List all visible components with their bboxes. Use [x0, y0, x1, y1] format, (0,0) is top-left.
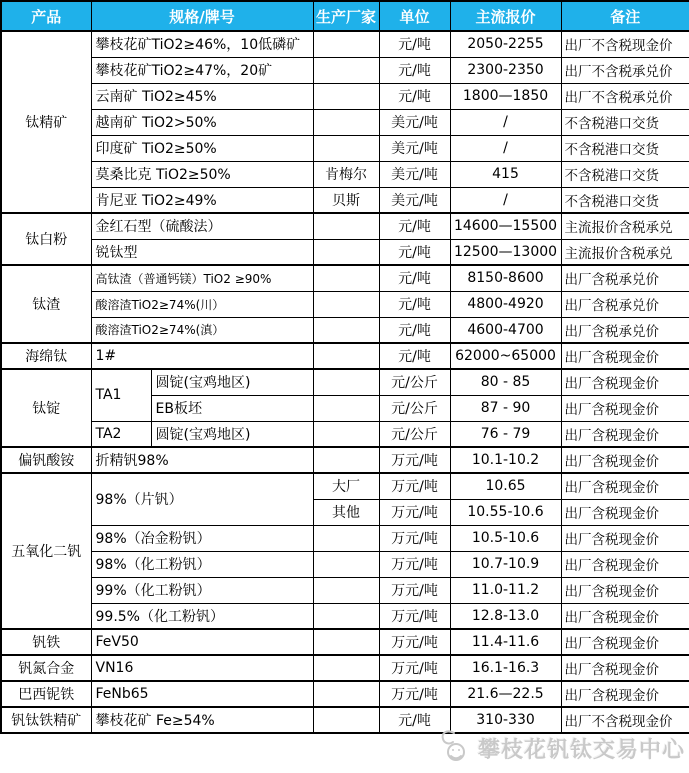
cell-note: 主流报价含税承兑: [561, 239, 689, 265]
cell-spec: 金红石型（硫酸法）: [91, 213, 313, 239]
cell-spec: 1#: [91, 343, 313, 369]
cell-spec: 高钛渣（普通钙镁）TiO2 ≥90%: [91, 265, 313, 291]
cell-product: 海绵钛: [1, 343, 91, 369]
cell-price: 21.6—22.5: [450, 681, 561, 707]
column-header-price: 主流报价: [450, 1, 561, 31]
cell-spec: 肯尼亚 TiO2≥49%: [91, 187, 313, 213]
cell-note: 主流报价含税承兑: [561, 213, 689, 239]
cell-price: 12.8-13.0: [450, 603, 561, 629]
cell-maker: [313, 629, 379, 655]
cell-unit: 元/吨: [379, 343, 450, 369]
cell-spec: FeNb65: [91, 681, 313, 707]
cell-maker: [313, 707, 379, 733]
cell-spec: 酸溶渣TiO2≥74%(滇）: [91, 317, 313, 343]
table-row: [1, 603, 689, 629]
cell-note: 出厂不含税现金价: [561, 707, 689, 733]
column-header-product: 产品: [1, 1, 91, 31]
cell-unit: 万元/吨: [379, 629, 450, 655]
cell-product: 钛渣: [1, 265, 91, 343]
cell-note: 出厂含税承兑价: [561, 265, 689, 291]
cell-unit: 美元/吨: [379, 135, 450, 161]
cell-price: 12500—13000: [450, 239, 561, 265]
cell-spec: 莫桑比克 TiO2≥50%: [91, 161, 313, 187]
cell-price: 4600-4700: [450, 317, 561, 343]
cell-maker: [313, 291, 379, 317]
table-row: [1, 707, 689, 733]
cell-price: 62000~65000: [450, 343, 561, 369]
cell-unit: 万元/吨: [379, 551, 450, 577]
cell-unit: 元/吨: [379, 707, 450, 733]
cell-product: 巴西铌铁: [1, 681, 91, 707]
cell-note: 出厂不含税承兑价: [561, 83, 689, 109]
table-row: [1, 447, 689, 473]
table-row: [1, 31, 689, 57]
cell-maker: 其他: [313, 499, 379, 525]
cell-note: 出厂含税现金价: [561, 421, 689, 447]
table-row: [1, 265, 689, 291]
cell-price: 16.1-16.3: [450, 655, 561, 681]
cell-note: 不含税港口交货: [561, 187, 689, 213]
column-header-maker: 生产厂家: [313, 1, 379, 31]
cell-spec: 99%（化工粉钒）: [91, 577, 313, 603]
cell-maker: [313, 135, 379, 161]
cell-price: /: [450, 187, 561, 213]
column-header-spec: 规格/牌号: [91, 1, 313, 31]
cell-maker: [313, 83, 379, 109]
cell-unit: 万元/吨: [379, 603, 450, 629]
cell-maker: [313, 447, 379, 473]
table-row: [1, 629, 689, 655]
cell-product: 偏钒酸铵: [1, 447, 91, 473]
cell-unit: 元/吨: [379, 83, 450, 109]
cell-form: 圆锭(宝鸡地区): [151, 369, 313, 395]
cell-note: 出厂含税现金价: [561, 603, 689, 629]
cell-price: /: [450, 135, 561, 161]
cell-note: 出厂含税承兑价: [561, 317, 689, 343]
cell-spec: 98%（化工粉钒）: [91, 551, 313, 577]
cell-price: 4800-4920: [450, 291, 561, 317]
cell-note: 出厂含税现金价: [561, 369, 689, 395]
cell-grade: TA2: [91, 421, 151, 447]
cell-note: 出厂含税现金价: [561, 447, 689, 473]
table-row: [1, 109, 689, 135]
cell-spec: 98%（片钒）: [91, 473, 313, 525]
cell-product: 五氧化二钒: [1, 473, 91, 629]
table-row: [1, 473, 689, 499]
cell-maker: [313, 421, 379, 447]
table-row: [1, 83, 689, 109]
cell-spec: 攀枝花矿TiO2≥46%，10低磷矿: [91, 31, 313, 57]
cell-maker: [313, 395, 379, 421]
cell-unit: 元/公斤: [379, 395, 450, 421]
cell-price: 11.0-11.2: [450, 577, 561, 603]
cell-spec: 攀枝花矿 Fe≥54%: [91, 707, 313, 733]
cell-maker: [313, 57, 379, 83]
cell-unit: 万元/吨: [379, 447, 450, 473]
table-row: [1, 421, 689, 447]
cell-unit: 元/吨: [379, 317, 450, 343]
cell-maker: [313, 213, 379, 239]
cell-note: 出厂含税现金价: [561, 395, 689, 421]
cell-form: 圆锭(宝鸡地区): [151, 421, 313, 447]
cell-note: 出厂含税现金价: [561, 577, 689, 603]
cell-maker: [313, 655, 379, 681]
cell-maker: [313, 577, 379, 603]
cell-price: 87 - 90: [450, 395, 561, 421]
cell-spec: 98%（冶金粉钒）: [91, 525, 313, 551]
table-row: [1, 369, 689, 395]
cell-product: 钛白粉: [1, 213, 91, 265]
cell-spec: 印度矿 TiO2≥50%: [91, 135, 313, 161]
table-row: [1, 161, 689, 187]
table-row: [1, 187, 689, 213]
cell-note: 出厂含税现金价: [561, 343, 689, 369]
cell-maker: [313, 109, 379, 135]
cell-note: 出厂含税现金价: [561, 629, 689, 655]
table-row: [1, 57, 689, 83]
cell-note: 不含税港口交货: [561, 161, 689, 187]
cell-unit: 元/公斤: [379, 369, 450, 395]
table-row: [1, 213, 689, 239]
table-row: [1, 343, 689, 369]
cell-unit: 万元/吨: [379, 499, 450, 525]
cell-maker: [313, 551, 379, 577]
cell-unit: 万元/吨: [379, 655, 450, 681]
watermark-label: 攀枝花钒钛交易中心: [477, 737, 685, 763]
cell-maker: [313, 369, 379, 395]
cell-spec: 越南矿 TiO2>50%: [91, 109, 313, 135]
cell-note: 出厂含税现金价: [561, 525, 689, 551]
table-row: [1, 577, 689, 603]
table-row: [1, 291, 689, 317]
table-header: [1, 1, 689, 31]
cell-maker: [313, 525, 379, 551]
cell-note: 出厂含税现金价: [561, 655, 689, 681]
cell-maker: 大厂: [313, 473, 379, 499]
cell-note: 出厂含税现金价: [561, 681, 689, 707]
cell-price: 10.5-10.6: [450, 525, 561, 551]
cell-unit: 万元/吨: [379, 577, 450, 603]
cell-spec: 云南矿 TiO2≥45%: [91, 83, 313, 109]
cell-unit: 元/公斤: [379, 421, 450, 447]
cell-price: 80 - 85: [450, 369, 561, 395]
cell-product: 钒钛铁精矿: [1, 707, 91, 733]
cell-maker: 肯梅尔: [313, 161, 379, 187]
cell-note: 出厂含税现金价: [561, 473, 689, 499]
cell-price: 10.7-10.9: [450, 551, 561, 577]
column-header-unit: 单位: [379, 1, 450, 31]
cell-unit: 万元/吨: [379, 681, 450, 707]
cell-spec: 酸溶渣TiO2≥74%(川）: [91, 291, 313, 317]
cell-maker: 贝斯: [313, 187, 379, 213]
cell-spec: 攀枝花矿TiO2≥47%，20矿: [91, 57, 313, 83]
cell-price: 76 - 79: [450, 421, 561, 447]
column-header-note: 备注: [561, 1, 689, 31]
cell-spec: 锐钛型: [91, 239, 313, 265]
cell-price: 10.1-10.2: [450, 447, 561, 473]
table-row: [1, 681, 689, 707]
cell-unit: 万元/吨: [379, 525, 450, 551]
cell-unit: 元/吨: [379, 265, 450, 291]
cell-spec: 99.5%（化工粉钒）: [91, 603, 313, 629]
cell-price: 10.65: [450, 473, 561, 499]
cell-price: 310-330: [450, 707, 561, 733]
cell-spec: VN16: [91, 655, 313, 681]
cell-price: /: [450, 109, 561, 135]
cell-maker: [313, 603, 379, 629]
cell-price: 1800—1850: [450, 83, 561, 109]
cell-price: 11.4-11.6: [450, 629, 561, 655]
cell-unit: 美元/吨: [379, 187, 450, 213]
table-row: [1, 135, 689, 161]
table-row: [1, 317, 689, 343]
cell-maker: [313, 317, 379, 343]
cell-spec: 折精钒98%: [91, 447, 313, 473]
cell-note: 出厂含税现金价: [561, 499, 689, 525]
cell-unit: 美元/吨: [379, 109, 450, 135]
cell-grade: TA1: [91, 369, 151, 421]
cell-unit: 元/吨: [379, 291, 450, 317]
table-row: [1, 239, 689, 265]
cell-form: EB板坯: [151, 395, 313, 421]
cell-price: 14600—15500: [450, 213, 561, 239]
cell-maker: [313, 239, 379, 265]
table-row: [1, 551, 689, 577]
cell-maker: [313, 343, 379, 369]
cell-unit: 元/吨: [379, 213, 450, 239]
cell-unit: 元/吨: [379, 57, 450, 83]
table-row: [1, 655, 689, 681]
cell-price: 10.55-10.6: [450, 499, 561, 525]
cell-product: 钛锭: [1, 369, 91, 447]
cell-price: 2300-2350: [450, 57, 561, 83]
cell-note: 不含税港口交货: [561, 135, 689, 161]
cell-price: 415: [450, 161, 561, 187]
table-row: [1, 525, 689, 551]
cell-spec: FeV50: [91, 629, 313, 655]
cell-unit: 美元/吨: [379, 161, 450, 187]
cell-note: 不含税港口交货: [561, 109, 689, 135]
cell-product: 钒铁: [1, 629, 91, 655]
table-body: [1, 31, 689, 733]
cell-note: 出厂不含税现金价: [561, 31, 689, 57]
cell-maker: [313, 31, 379, 57]
cell-product: 钛精矿: [1, 31, 91, 213]
cell-product: 钒氮合金: [1, 655, 91, 681]
cell-price: 8150-8600: [450, 265, 561, 291]
cell-note: 出厂不含税承兑价: [561, 57, 689, 83]
cell-unit: 元/吨: [379, 31, 450, 57]
cell-unit: 万元/吨: [379, 473, 450, 499]
cell-maker: [313, 681, 379, 707]
cell-maker: [313, 265, 379, 291]
cell-note: 出厂含税承兑价: [561, 291, 689, 317]
cell-price: 2050-2255: [450, 31, 561, 57]
cell-note: 出厂含税现金价: [561, 551, 689, 577]
cell-unit: 元/吨: [379, 239, 450, 265]
